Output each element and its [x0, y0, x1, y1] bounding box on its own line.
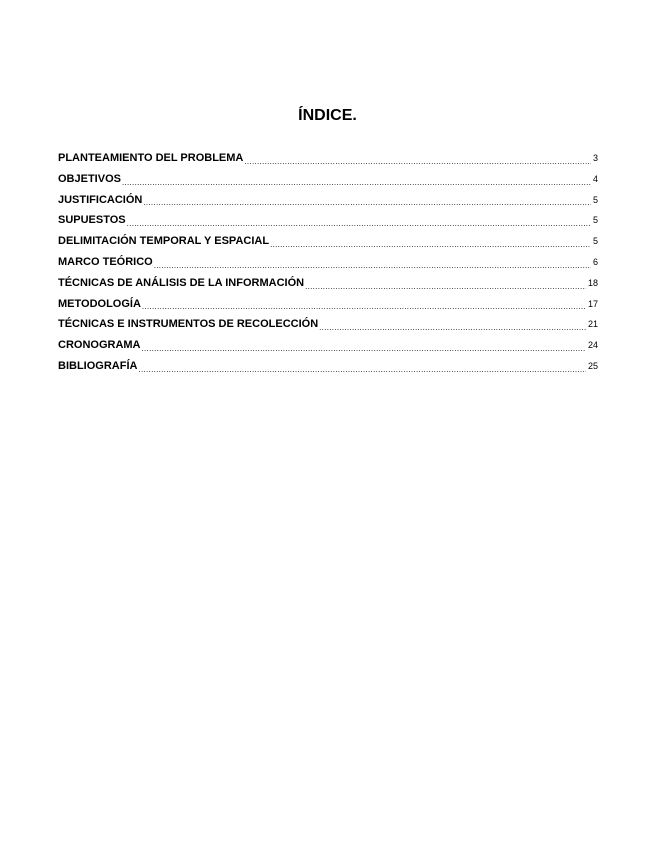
toc-dot-leader — [270, 239, 591, 251]
toc-entry-page: 5 — [592, 194, 598, 205]
page-title: ÍNDICE. — [298, 107, 357, 124]
toc-entry-label: SUPUESTOS — [58, 214, 126, 227]
toc-entry[interactable] — [58, 337, 598, 358]
toc-entry-page: 24 — [587, 340, 598, 351]
toc-entry-label: OBJETIVOS — [58, 172, 121, 185]
toc-entry-label: CRONOGRAMA — [58, 339, 141, 352]
toc-entry-label: PLANTEAMIENTO DEL PROBLEMA — [58, 152, 244, 164]
toc-entry-page: 17 — [587, 298, 598, 309]
toc-entry[interactable] — [58, 316, 598, 337]
table-of-contents — [58, 150, 598, 379]
toc-dot-leader — [143, 197, 591, 209]
toc-entry[interactable] — [58, 192, 598, 213]
toc-entry-page: 3 — [592, 153, 598, 163]
toc-entry-page: 21 — [587, 319, 598, 330]
toc-dot-leader — [142, 301, 586, 313]
toc-entry-label: BIBLIOGRAFÍA — [58, 359, 138, 372]
toc-entry-label: TÉCNICAS E INSTRUMENTOS DE RECOLECCIÓN — [58, 318, 319, 331]
toc-entry-page: 5 — [592, 236, 598, 247]
toc-dot-leader — [142, 343, 586, 355]
toc-dot-leader — [305, 281, 586, 293]
toc-entry[interactable] — [58, 171, 598, 192]
toc-entry[interactable] — [58, 254, 598, 275]
toc-entry-page: 5 — [592, 215, 598, 226]
toc-entry-page: 25 — [587, 360, 598, 371]
toc-entry-label: METODOLOGÍA — [58, 297, 141, 310]
toc-dot-leader — [319, 322, 586, 334]
toc-entry-page: 4 — [592, 173, 598, 184]
toc-entry-label: MARCO TEÓRICO — [58, 255, 153, 268]
toc-entry-page: 18 — [587, 277, 598, 288]
toc-entry[interactable] — [58, 150, 598, 171]
toc-entry[interactable] — [58, 212, 598, 233]
toc-dot-leader — [244, 156, 591, 168]
toc-entry-label: JUSTIFICACIÓN — [58, 193, 143, 206]
toc-entry-label: TÉCNICAS DE ANÁLISIS DE LA INFORMACIÓN — [58, 276, 305, 289]
toc-dot-leader — [154, 260, 591, 272]
toc-entry[interactable] — [58, 296, 598, 317]
toc-entry-label: DELIMITACIÓN TEMPORAL Y ESPACIAL — [58, 235, 270, 248]
toc-entry-page: 6 — [592, 256, 598, 267]
toc-dot-leader — [122, 177, 591, 189]
toc-dot-leader — [127, 218, 591, 230]
toc-entry[interactable] — [58, 358, 598, 379]
toc-dot-leader — [138, 364, 586, 376]
toc-entry[interactable] — [58, 275, 598, 296]
toc-entry[interactable] — [58, 233, 598, 254]
